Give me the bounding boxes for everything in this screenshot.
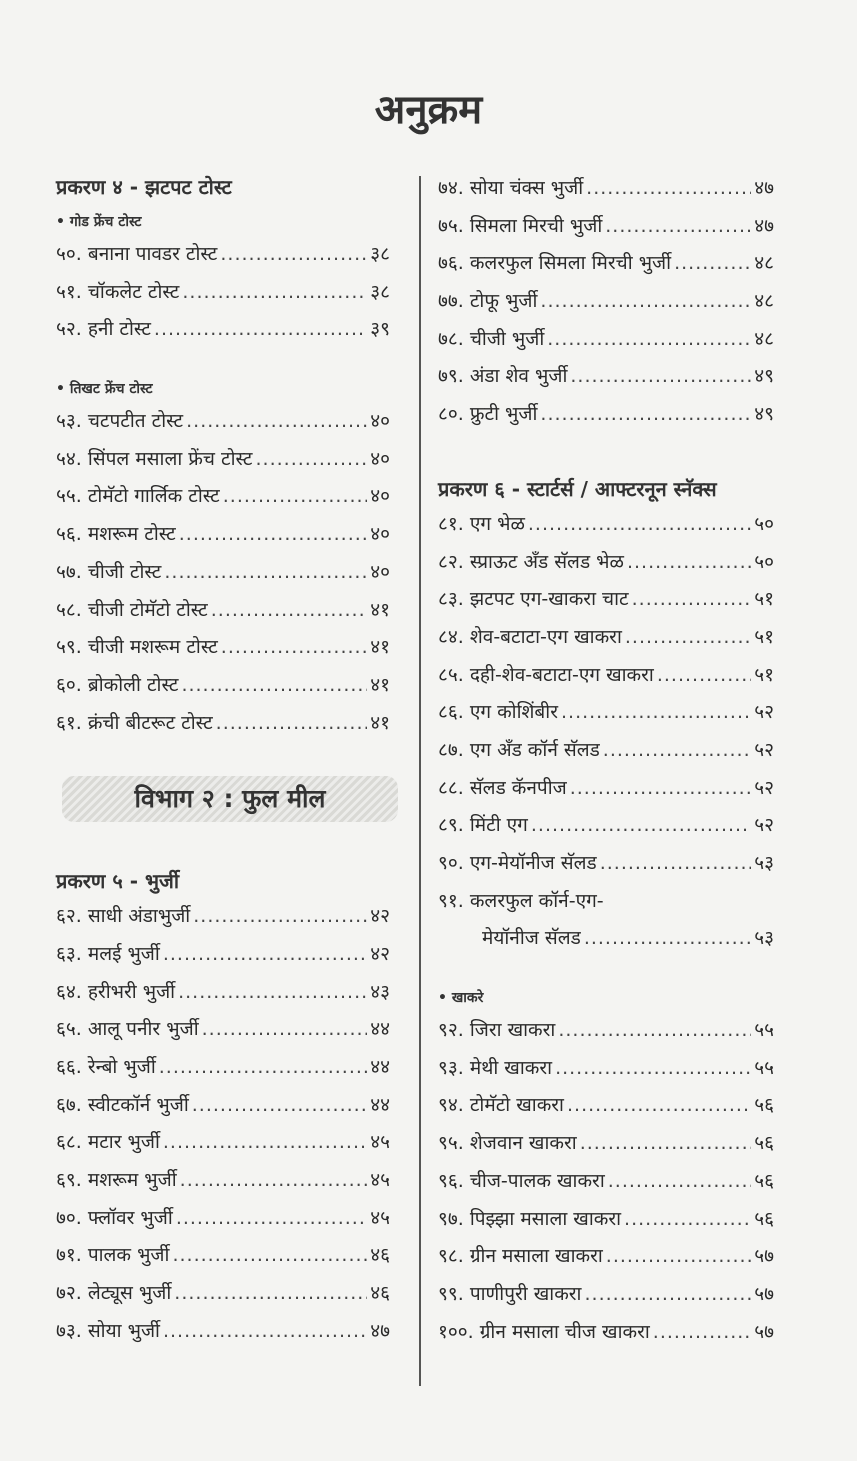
toc-entry	[438, 1238, 774, 1276]
leader-dots	[605, 208, 751, 246]
toc-entry-label: ६८. मटार भुर्जी	[56, 1131, 160, 1154]
toc-entry-label: ८१. एग भेळ	[438, 512, 525, 535]
toc-entry	[56, 516, 390, 554]
toc-entry-label: ६१. क्रंची बीटरूट टोस्ट	[56, 711, 213, 734]
toc-entry	[56, 236, 390, 274]
leader-dots	[625, 619, 751, 657]
toc-entry-page: ४५	[370, 1131, 390, 1154]
toc-entry-label: ५१. चॉकलेट टोस्ट	[56, 280, 180, 303]
leader-dots	[163, 1313, 367, 1351]
toc-entry	[438, 321, 774, 359]
leader-dots	[186, 403, 367, 441]
left-column	[56, 170, 390, 1351]
toc-entry-label: ६६. रेन्बो भुर्जी	[56, 1056, 156, 1078]
toc-entry-label: ६५. आलू पनीर भुर्जी	[56, 1018, 199, 1041]
leader-dots	[600, 845, 752, 883]
toc-entry-label: ९३. मेथी खाकरा	[438, 1056, 553, 1079]
toc-entry-label: ८४. शेव-बटाटा-एग खाकरा	[438, 625, 622, 648]
toc-entry-label: ६३. मलई भुर्जी	[56, 942, 160, 965]
leader-dots	[570, 770, 752, 808]
toc-entry-label: ७६. कलरफुल सिमला मिरची भुर्जी	[438, 252, 672, 275]
leader-dots	[193, 898, 367, 936]
toc-entry	[56, 898, 390, 936]
leader-dots	[540, 396, 751, 434]
toc-entry-page: ५७	[754, 1320, 774, 1343]
toc-entry	[438, 1012, 774, 1050]
toc-entry-label: ५३. चटपटीत टोस्ट	[56, 410, 184, 433]
chapter-heading: प्रकरण ५ - भुर्जी	[56, 869, 180, 894]
leader-dots	[174, 1275, 367, 1313]
toc-entry	[56, 1275, 390, 1313]
toc-list	[438, 506, 774, 883]
toc-entry-label: ८९. मिंटी एग	[438, 814, 528, 837]
subheading: • खाकरे	[438, 990, 484, 1007]
toc-entry-page: ४३	[370, 980, 390, 1003]
toc-entry-label: ७१. पालक भुर्जी	[56, 1244, 170, 1267]
toc-entry-page: ४८	[754, 252, 774, 275]
leader-dots	[192, 1087, 367, 1125]
leader-dots	[567, 1087, 751, 1125]
toc-entry	[438, 506, 774, 544]
leader-dots	[586, 170, 751, 208]
leader-dots	[223, 478, 367, 516]
leader-dots	[555, 1050, 751, 1088]
subheading: • गोड फ्रेंच टोस्ट	[56, 214, 142, 230]
toc-entry-page: ४१	[370, 598, 390, 621]
toc-entry-label: ९१. कलरफुल कॉर्न-एग-	[438, 889, 604, 912]
toc-entry-label: ९०. एग-मेयॉनीज सॅलड	[438, 852, 597, 874]
toc-entry-label: ७०. फ्लॉवर भुर्जी	[56, 1206, 173, 1229]
toc-entry	[438, 283, 774, 321]
toc-entry-page: ४९	[754, 365, 774, 388]
toc-entry-label: ८०. फ्रुटी भुर्जी	[438, 403, 538, 426]
toc-entry	[438, 1125, 774, 1163]
toc-entry-label: ९४. टोमॅटो खाकरा	[438, 1094, 564, 1117]
toc-entry	[438, 657, 774, 695]
toc-entry-page: ४१	[370, 636, 390, 659]
leader-dots	[528, 506, 751, 544]
toc-entry-label: ८८. सॅलड कॅनपीज	[438, 776, 567, 799]
toc-entry-label: ५४. सिंपल मसाला फ्रेंच टोस्ट	[56, 447, 253, 470]
toc-entry	[56, 1162, 390, 1200]
leader-dots	[163, 1124, 367, 1162]
toc-entry-page: ५२	[754, 776, 774, 799]
leader-dots	[181, 667, 367, 705]
toc-entry	[56, 1049, 390, 1087]
toc-entry-label: मेयॉनीज सॅलड	[482, 927, 581, 950]
leader-dots	[653, 1314, 751, 1352]
toc-entry-page: ३९	[370, 318, 390, 341]
leader-dots	[547, 321, 751, 359]
subheading: • तिखट फ्रेंच टोस्ट	[56, 381, 153, 398]
toc-entry-page: ५६	[754, 1169, 774, 1192]
toc-entry	[438, 1087, 774, 1125]
toc-entry-page: ३८	[370, 243, 390, 265]
toc-entry-label: ५७. चीजी टोस्ट	[56, 560, 162, 583]
leader-dots	[154, 311, 367, 349]
toc-entry	[438, 807, 774, 845]
leader-dots	[558, 1012, 751, 1050]
leader-dots	[163, 936, 367, 974]
toc-entry-page: ५६	[754, 1094, 774, 1117]
toc-list	[438, 170, 774, 434]
toc-entry	[56, 1011, 390, 1049]
toc-entry	[438, 544, 774, 582]
toc-entry-label: ५६. मशरूम टोस्ट	[56, 523, 176, 546]
toc-entry-label: ७७. टोफू भुर्जी	[438, 290, 538, 313]
toc-entry	[56, 974, 390, 1012]
toc-entry	[56, 1087, 390, 1125]
toc-entry-page: ४४	[370, 1093, 390, 1116]
leader-dots	[674, 245, 751, 283]
toc-entry-page: ४०	[370, 447, 390, 470]
toc-entry-page: ४२	[370, 905, 390, 928]
toc-entry-label: ६४. हरीभरी भुर्जी	[56, 980, 176, 1003]
toc-entry-label: ६७. स्वीटकॉर्न भुर्जी	[56, 1093, 189, 1116]
toc-entry-page: ४०	[370, 410, 390, 433]
toc-entry	[438, 1314, 774, 1352]
toc-entry-label: ७५. सिमला मिरची भुर्जी	[438, 214, 603, 237]
leader-dots	[216, 705, 368, 743]
toc-list	[56, 898, 390, 1350]
toc-entry-page: ४७	[370, 1319, 390, 1342]
toc-entry	[56, 1313, 390, 1351]
toc-list	[56, 236, 390, 349]
toc-entry-page: ४७	[754, 214, 774, 237]
leader-dots	[627, 544, 751, 582]
toc-entry-page: ४२	[370, 942, 390, 965]
leader-dots	[540, 283, 751, 321]
toc-entry	[438, 208, 774, 246]
toc-entry-page: ४५	[370, 1206, 390, 1229]
toc-entry-label: ७२. लेट्यूस भुर्जी	[56, 1282, 172, 1305]
toc-entry-page: ५५	[754, 1019, 774, 1042]
toc-entry-page: ४१	[370, 673, 390, 696]
toc-entry	[438, 770, 774, 808]
leader-dots	[202, 1011, 368, 1049]
leader-dots	[561, 694, 751, 732]
leader-dots	[221, 629, 367, 667]
toc-entry-page: ४५	[370, 1169, 390, 1192]
toc-entry-label: ५०. बनाना पावडर टोस्ट	[56, 243, 218, 265]
toc-entry-label: ७८. चीजी भुर्जी	[438, 327, 545, 350]
toc-entry	[56, 936, 390, 974]
leader-dots	[211, 592, 367, 630]
toc-entry	[56, 1200, 390, 1238]
leader-dots	[580, 1125, 752, 1163]
toc-entry-page: ५६	[754, 1132, 774, 1155]
chapter-heading: प्रकरण ६ - स्टार्टर्स / आफ्टरनून स्नॅक्स	[438, 476, 717, 501]
leader-dots	[657, 657, 751, 695]
toc-entry	[56, 592, 390, 630]
toc-entry-page: ३८	[370, 280, 390, 303]
toc-entry-page: ४७	[754, 177, 774, 199]
leader-dots	[256, 441, 368, 479]
toc-entry-label: ७४. सोया चंक्स भुर्जी	[438, 177, 584, 199]
leader-dots	[584, 920, 751, 958]
toc-entry-page: ५०	[754, 550, 774, 573]
toc-entry-page: ५७	[754, 1245, 774, 1268]
toc-entry-page: ५१	[754, 663, 774, 686]
toc-entry-label: ६०. ब्रोकोली टोस्ट	[56, 673, 179, 696]
toc-entry	[438, 845, 774, 883]
toc-entry-label: ९२. जिरा खाकरा	[438, 1019, 556, 1042]
leader-dots	[172, 1237, 367, 1275]
toc-entry-label: ८७. एग अँड कॉर्न सॅलड	[438, 738, 600, 761]
toc-entry	[438, 732, 774, 770]
toc-entry-page: ४१	[370, 711, 390, 734]
toc-entry-page: ५२	[754, 738, 774, 761]
toc-entry	[56, 403, 390, 441]
toc-entry-page: ५१	[754, 588, 774, 611]
toc-entry-label: ८६. एग कोशिंबीर	[438, 701, 558, 724]
toc-entry-page: ४०	[370, 485, 390, 508]
toc-entry	[438, 619, 774, 657]
toc-entry-label: ५९. चीजी मशरूम टोस्ट	[56, 636, 218, 659]
toc-entry	[438, 358, 774, 396]
toc-entry-page: ५२	[754, 814, 774, 837]
toc-entry	[56, 1124, 390, 1162]
toc-entry-page: ४९	[754, 403, 774, 426]
leader-dots	[164, 554, 367, 592]
toc-entry-label: ९५. शेजवान खाकरा	[438, 1132, 577, 1155]
toc-entry-page: ५५	[754, 1056, 774, 1079]
page-title: अनुक्रम	[374, 87, 483, 133]
right-column	[438, 170, 774, 1351]
toc-entry-label: ५२. हनी टोस्ट	[56, 318, 151, 341]
toc-entry	[438, 170, 774, 208]
toc-entry-label: ९९. पाणीपुरी खाकरा	[438, 1282, 582, 1305]
toc-entry-page: ४८	[754, 327, 774, 350]
toc-entry-page: ५३	[754, 852, 774, 874]
toc-list	[56, 403, 390, 742]
leader-dots	[624, 1201, 751, 1239]
toc-entry	[438, 245, 774, 283]
toc-entry	[56, 1237, 390, 1275]
toc-entry	[56, 311, 390, 349]
section-banner: विभाग २ : फुल मील	[62, 776, 398, 822]
toc-entry	[438, 581, 774, 619]
toc-entry-page: ४०	[370, 523, 390, 546]
toc-entry-label: ७३. सोया भुर्जी	[56, 1319, 160, 1342]
toc-entry-page: ४६	[370, 1244, 390, 1267]
toc-list	[438, 1012, 774, 1351]
toc-entry-page: ४४	[370, 1056, 390, 1078]
toc-entry-page: ४६	[370, 1282, 390, 1305]
toc-entry-label: ९६. चीज-पालक खाकरा	[438, 1169, 605, 1192]
toc-entry-label: ६२. साधी अंडाभुर्जी	[56, 905, 191, 928]
toc-entry-label: ८५. दही-शेव-बटाटा-एग खाकरा	[438, 663, 654, 686]
toc-entry-label: १००. ग्रीन मसाला चीज खाकरा	[438, 1320, 650, 1343]
toc-entry-page: ५२	[754, 701, 774, 724]
toc-entry-label: ५८. चीजी टोमॅटो टोस्ट	[56, 598, 208, 621]
toc-entry-label: ९८. ग्रीन मसाला खाकरा	[438, 1245, 603, 1268]
toc-entry	[56, 667, 390, 705]
toc-entry-page: ४८	[754, 290, 774, 313]
toc-entry	[438, 920, 774, 958]
toc-entry	[56, 441, 390, 479]
toc-entry-page: ४०	[370, 560, 390, 583]
leader-dots	[584, 1276, 751, 1314]
toc-entry-page: ५१	[754, 625, 774, 648]
leader-dots	[570, 358, 751, 396]
toc-entry-label: ७९. अंडा शेव भुर्जी	[438, 365, 568, 388]
leader-dots	[179, 516, 367, 554]
toc-entry	[56, 478, 390, 516]
leader-dots	[220, 236, 367, 274]
toc-entry	[56, 705, 390, 743]
leader-dots	[180, 1162, 368, 1200]
leader-dots	[159, 1049, 367, 1087]
toc-entry	[56, 274, 390, 312]
leader-dots	[606, 1238, 751, 1276]
leader-dots	[603, 732, 751, 770]
toc-entry-page: ५०	[754, 512, 774, 535]
column-divider	[419, 176, 421, 1386]
toc-entry	[56, 629, 390, 667]
toc-entry-label: ५५. टोमॅटो गार्लिक टोस्ट	[56, 485, 220, 508]
leader-dots	[531, 807, 751, 845]
toc-entry-label: ८३. झटपट एग-खाकरा चाट	[438, 588, 629, 611]
toc-entry	[438, 1276, 774, 1314]
toc-entry	[438, 1163, 774, 1201]
leader-dots	[182, 274, 367, 312]
toc-entry	[438, 1201, 774, 1239]
toc-entry-page: ४४	[370, 1018, 390, 1041]
toc-entry-page: ५७	[754, 1282, 774, 1305]
toc-entry	[438, 396, 774, 434]
toc-entry-label: ९७. पिझ्झा मसाला खाकरा	[438, 1207, 622, 1230]
leader-dots	[632, 581, 752, 619]
chapter-heading: प्रकरण ४ - झटपट टोस्ट	[56, 175, 232, 199]
toc-entry	[438, 694, 774, 732]
leader-dots	[176, 1200, 367, 1238]
toc-entry	[438, 1050, 774, 1088]
toc-entry	[56, 554, 390, 592]
toc-entry-label: ६९. मशरूम भुर्जी	[56, 1169, 177, 1192]
toc-entry-label: ८२. स्प्राऊट अँड सॅलड भेळ	[438, 550, 624, 573]
toc-entry-page: ५३	[754, 927, 774, 950]
leader-dots	[178, 974, 367, 1012]
toc-entry-page: ५६	[754, 1207, 774, 1230]
leader-dots	[608, 1163, 751, 1201]
